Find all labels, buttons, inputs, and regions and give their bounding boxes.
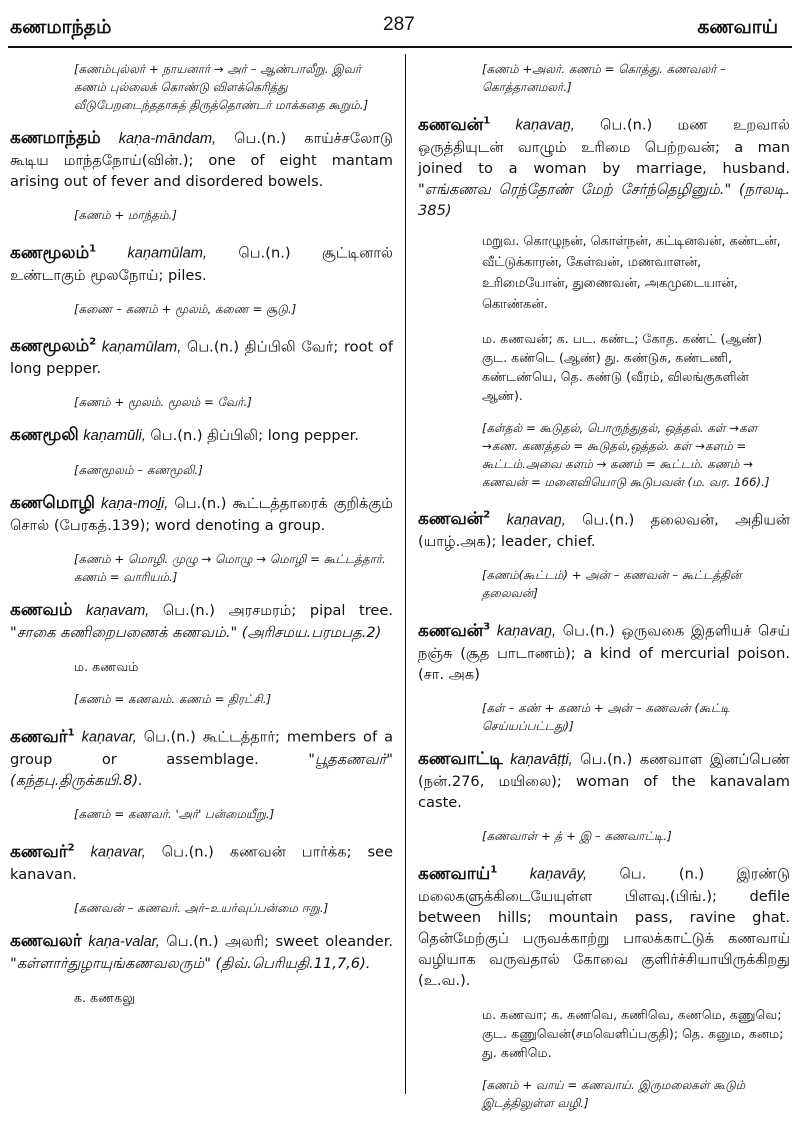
- homonym-number: 3: [483, 621, 491, 633]
- dictionary-entry: [10, 332, 393, 380]
- definition: பெ.(n.) கூட்டத்தாரைக் குறிக்கும் சொல் (பேரகத்.139); word denoting a group.: [10, 495, 394, 535]
- headword: [418, 621, 490, 641]
- headword-text: கணவன்: [418, 114, 484, 135]
- left-column: [10, 60, 393, 1021]
- cognates-line: ம. கணவன்; க. பட. கண்ட; கோத. கண்ட் (ஆண்) குட. கண்டெ (ஆண்) து. கண்டுசு, கண்டணி, கண்டண்யெ, தெ. கண்டு (வீரம், விலங்குகளின் ஆண்).: [482, 330, 763, 403]
- headword-text: கணவன்: [418, 620, 484, 641]
- transliteration: kaṇavaṉ,: [496, 623, 557, 640]
- transliteration: kaṇa-māndam,: [118, 131, 217, 147]
- headword: [418, 749, 503, 769]
- headword-text: கணவன்: [418, 509, 484, 530]
- definition: பெ.(n.) மண உறவால் ஒருத்தியுடன் வாழும் உரிமை பெற்றவன்; a man joined to a woman by marriage, husband.: [418, 116, 791, 177]
- transliteration: kaṇavāṭṭi,: [510, 751, 573, 768]
- definition: பெ.(n.) அரசமரம்; pipal tree.: [149, 602, 394, 620]
- transliteration: kaṇa-moḻi,: [101, 496, 169, 513]
- definition: பெ.(n.) தலைவன், அதியன் (யாழ்.அக); leader, chief.: [418, 511, 790, 551]
- definition: பெ.(n.) கணவாள இனப்பெண் (நன்.276, மயிலை); woman of the kanavalam caste.: [418, 750, 791, 811]
- etymology-note: [கணவன் – கணவர். அர்–உயர்வுப்பன்மை ஈறு.]: [74, 900, 329, 915]
- page-header: [0, 0, 800, 52]
- etymology-note: [கணம்புல்லர் + நாயனார் → அர் – ஆண்பாலீறு. இவர் கணம் புல்லைக் கொண்டு விளக்கெரித்து வீடுபேறடைந்ததாகத் திருத்தொண்டர் மாக்கதை கூறும்.]: [74, 62, 369, 112]
- headword: [10, 425, 79, 445]
- dictionary-entry: [10, 837, 393, 885]
- headword-text: கணமூலி: [10, 425, 79, 446]
- homonym-number: 2: [483, 509, 491, 521]
- etymology-note: [கணமூலம் – கணமூலி.]: [74, 463, 203, 478]
- dictionary-entry: [10, 722, 393, 791]
- homonym-number: 2: [89, 336, 97, 348]
- headword-text: கணவாட்டி: [418, 748, 503, 769]
- etymology-note: [கணம்(கூட்டம்) + அன் – கணவன் – கூட்டத்தின் தலைவன்]: [482, 568, 742, 601]
- header-rule: [8, 46, 792, 48]
- headword: [10, 128, 101, 148]
- transliteration: kaṇavāy,: [529, 866, 588, 883]
- etymology-note: [கணை – கணம் + மூலம், கணை = சூடு.]: [74, 301, 297, 316]
- synonyms-line: மறுவ. கொழுநன், கொள்நன், கட்டினவன், கண்டன், வீட்டுக்காரன், கேள்வன், மணவாளன், உரிமையோன், துணைவன், அகமுடையான், கொண்கன்.: [482, 233, 781, 312]
- dictionary-entry: [10, 128, 393, 192]
- dictionary-entry: [10, 238, 393, 286]
- headword: [10, 842, 75, 862]
- etymology-note: [கணம் +அலர். கணம் = கொத்து. கணவலர் – கொத்தானமலர்.]: [482, 62, 727, 94]
- column-divider: [405, 54, 406, 1094]
- etymology-note: [கணம் = கணவம். கணம் = திரட்சி.]: [74, 692, 272, 707]
- definition: பெ.(n.) ஒருவகை இதளியச் செய் நஞ்சு (சூத பாடாணம்); a kind of mercurial poison. (சா. அக): [418, 622, 791, 683]
- dictionary-entry: [418, 859, 790, 991]
- citation-quote: "கள்ளார்துழாயுங்கணவலரும்" (திவ்.பெரியதி.11,7,6).: [10, 954, 371, 972]
- cognates-line: ம. கணவா; க. கணவெ, கணிவெ, கணமெ, கணுவெ; குட. கணுவென்(சமவெளிப்பகுதி); தெ. கனும, கனம; து. கணிமெ.: [482, 1006, 784, 1060]
- transliteration: kaṇa-valar,: [88, 933, 160, 950]
- transliteration: kaṇamūli,: [83, 428, 146, 445]
- headword-text: கணவர்: [10, 726, 68, 747]
- homonym-number: 1: [490, 863, 498, 875]
- headword: [10, 336, 96, 356]
- etymology-note: [கணம் + மாந்தம்.]: [74, 208, 177, 222]
- header-right-guideword: கணவாய்: [697, 16, 778, 38]
- transliteration: kaṇavaṉ,: [515, 117, 575, 134]
- transliteration: kaṇavam,: [86, 603, 150, 620]
- dictionary-entry: [418, 749, 790, 813]
- transliteration: kaṇavar,: [81, 729, 137, 746]
- transliteration: kaṇavaṉ,: [506, 512, 566, 529]
- etymology-note: [கணம் + மொழி. முழு → மொழு → மொழி = கூட்டத்தார். கணம் = வாரியம்.]: [74, 552, 386, 585]
- dictionary-entry: [10, 425, 393, 447]
- headword-text: கணமாந்தம்: [10, 128, 101, 148]
- headword: [418, 115, 490, 135]
- dictionary-entry: [418, 110, 790, 221]
- dictionary-entry: [418, 505, 790, 553]
- etymology-note: [கள்தல் = கூடுதல், பொருந்துதல், ஒத்தல். கள் →கள →கண. கணத்தல் = கூடுதல்,ஒத்தல். கள் →களம் = கூட்டம்.அவை களம் → கணம் = கூட்டம். கணம் → கணவன் = மனைவியொடு கூடுபவன் (ம. வர. 166).]: [482, 420, 770, 489]
- etymology-note: [கணவாள் + த் + இ – கணவாட்டி.]: [482, 828, 672, 843]
- page-number: 287: [383, 14, 415, 35]
- cognates-line: க. கணகலு: [74, 989, 136, 1005]
- headword: [10, 600, 72, 620]
- header-left-guideword: கணமாந்தம்: [10, 16, 112, 38]
- headword-text: கணவாய்: [418, 863, 491, 884]
- headword: [418, 864, 497, 884]
- dictionary-entry: [10, 493, 393, 536]
- definition: பெ.(n.) திப்பிலி வேர்; root of long pepper.: [10, 338, 394, 378]
- etymology-note: [கணம் + மூலம். மூலம் = வேர்.]: [74, 395, 252, 410]
- etymology-note: [கணம் = கணவர். 'அர்' பன்மையீறு.]: [74, 806, 275, 821]
- headword-text: கணவம்: [10, 600, 73, 621]
- homonym-number: 1: [67, 727, 75, 739]
- definition: பெ.(n.) சூட்டினால் உண்டாகும் மூலநோய்; piles.: [10, 244, 394, 284]
- definition: பெ.(n.) திப்பிலி; long pepper.: [145, 427, 359, 445]
- headword: [418, 509, 490, 529]
- headword-text: கணமொழி: [10, 493, 96, 514]
- dictionary-entry: [10, 931, 393, 974]
- homonym-number: 2: [67, 841, 75, 853]
- definition: பெ.(n.) கணவன் பார்க்க; see kanavan.: [10, 843, 394, 883]
- headword-text: கணமூலம்: [10, 336, 90, 357]
- right-column: [418, 60, 790, 1126]
- definition: பெ. (n.) இரண்டு மலைகளுக்கிடையேயுள்ள பிளவு.(பிங்.); defile between hills; mountain pass, ravine ghat. தென்மேற்குப் பருவக்காற்று பாலக்காட்டுக் கணவாய் வழியாக வருவதால் கோவை குளிர்ச்சியாயிருக்கிறது (உ.வ.).: [418, 865, 790, 989]
- etymology-note: [கள் – கண் + கணம் + அன் – கணவன் (கூட்டி செய்யப்பட்டது)]: [482, 700, 730, 733]
- citation-quote: "சாகை கணிறைபணைக் கணவம்." (அரிசமய.பரமபத.2): [10, 624, 382, 642]
- definition: பெ.(n.) கூட்டத்தார்; members of a group or assemblage.: [10, 728, 394, 768]
- headword-text: கணமூலம்: [10, 242, 90, 263]
- dictionary-entry: [10, 600, 393, 643]
- dictionary-entry: [418, 616, 790, 685]
- headword: [10, 727, 75, 747]
- headword: [10, 493, 95, 513]
- definition: பெ.(n.) அலரி; sweet oleander.: [159, 932, 393, 950]
- cognates-line: ம. கணவம்: [74, 659, 139, 675]
- definition: பெ.(n.) காய்ச்சலோடு கூடிய மாந்தநோய்(வின்.); one of eight mantam arising out of fever and disordered bowels.: [10, 130, 394, 190]
- headword: [10, 243, 96, 263]
- homonym-number: 1: [89, 243, 97, 254]
- etymology-note: [கணம் + வாய் = கணவாய். இருமலைகள் கூடும் இடத்திலுள்ள வழி.]: [482, 1077, 746, 1110]
- transliteration: kaṇamūlam,: [127, 245, 207, 262]
- headword-text: கணவர்: [10, 841, 68, 862]
- citation-quote: "எங்கணவ ரெந்தோண் மேற் சேர்ந்தெழினும்." (நாலடி. 385): [418, 180, 790, 219]
- headword: [10, 931, 82, 951]
- transliteration: kaṇamūlam,: [101, 339, 182, 356]
- citation-quote: "பூதகணவர்" (கந்தபு.திருக்கயி.8).: [10, 750, 394, 789]
- headword-text: கணவலர்: [10, 930, 82, 951]
- homonym-number: 1: [483, 115, 491, 126]
- transliteration: kaṇavar,: [90, 844, 146, 861]
